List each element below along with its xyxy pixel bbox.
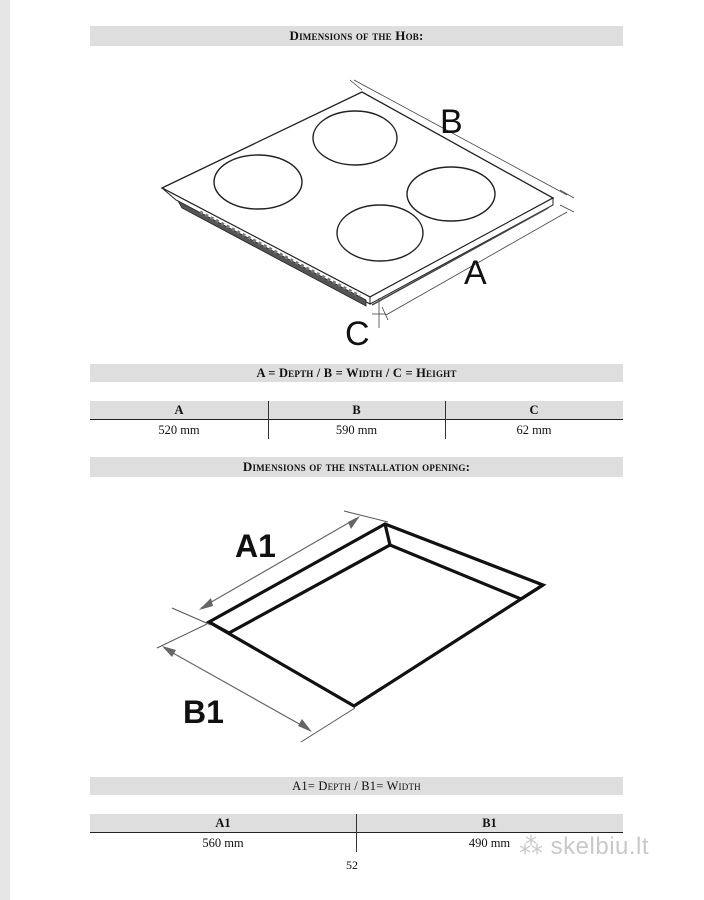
table-value-a: 520 mm	[158, 423, 200, 437]
label-b1: B1	[183, 694, 224, 730]
label-b: B	[440, 103, 463, 141]
page-number: 52	[346, 858, 358, 872]
table-header-a: A	[174, 403, 184, 417]
table-value-b: 590 mm	[335, 423, 378, 437]
table-divider	[90, 419, 623, 420]
label-a1: A1	[235, 528, 276, 564]
watermark	[519, 832, 649, 861]
watermark-text: skelbiu.lt	[550, 833, 650, 860]
watermark-icon: ⁂	[519, 833, 544, 860]
table-value-c: 62 mm	[516, 423, 552, 437]
table-value-a1: 560 mm	[202, 836, 244, 850]
label-c: C	[345, 315, 370, 353]
page-edge	[0, 0, 10, 900]
table-value-b1: 490 mm	[468, 836, 511, 850]
section-title-hob-dimensions: Dimensions of the Hob:	[90, 26, 623, 46]
installation-opening-diagram	[150, 500, 550, 750]
section-title-installation-opening: Dimensions of the installation opening:	[90, 457, 623, 477]
table-header-c: C	[529, 403, 539, 417]
table-header-a1: A1	[215, 816, 231, 830]
legend-opening-dimensions: A1= Depth / B1= Width	[90, 777, 623, 795]
table-header-b: B	[352, 403, 361, 417]
dimension-line-a1	[201, 518, 357, 608]
hob-dimensions-table	[90, 401, 623, 439]
hob-dimension-diagram	[150, 66, 590, 358]
label-a: A	[464, 254, 487, 292]
legend-hob-dimensions: A = Depth / B = Width / C = Height	[90, 364, 623, 382]
table-header-b1: B1	[482, 816, 497, 830]
